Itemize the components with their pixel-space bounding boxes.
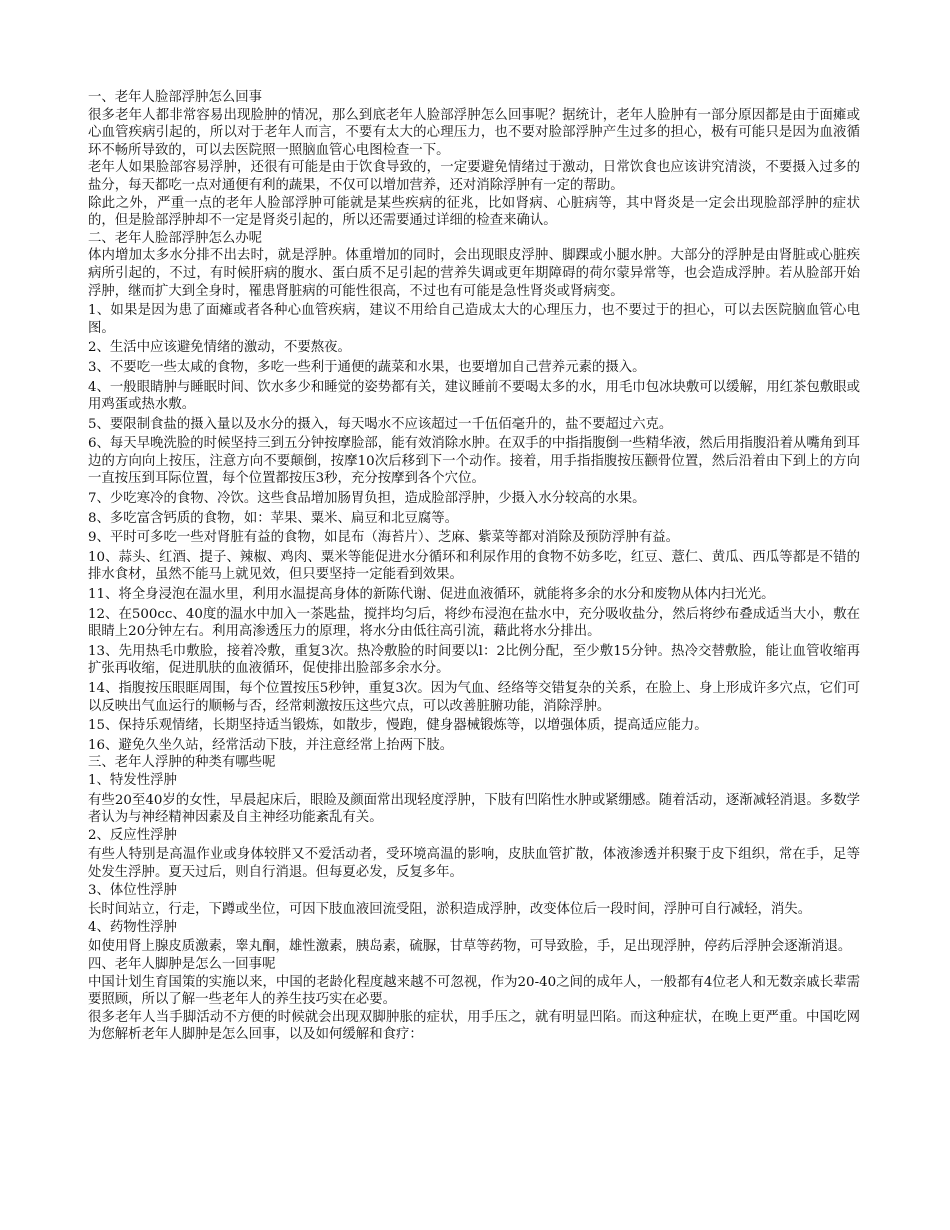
section-heading: 1、特发性浮肿 (88, 772, 177, 788)
list-item: 3、不要吃一些太咸的食物，多吃一些利于通便的蔬菜和水果，也要增加自己营养元素的摄入。 (88, 359, 646, 375)
list-item: 13、先用热毛巾敷脸，接着冷敷，重复3次。热冷敷脸的时间要以l：2比例分配，至少敷15分钟。热冷交替敷脸，能让血管收缩再扩张再收缩，促进肌肤的血液循环，促使排出脸部多余水分。 (88, 643, 860, 677)
body-paragraph: 很多老年人都非常容易出现脸肿的情况，那么到底老年人脸部浮肿怎么回事呢？据统计，老年人脸肿有一部分原因都是由于面瘫或心血管疾病引起的，所以对于老年人而言，不要有太大的心理压力，也不要对脸部浮肿产生过多的担心，极有可能只是因为血液循环不畅所导致的，可以去医院照一照脑血管心电图检查一下。 (88, 107, 860, 158)
section-heading: 四、老年人脚肿是怎么一回事呢 (88, 956, 276, 972)
list-item: 有些20至40岁的女性，早晨起床后，眼睑及颜面常出现轻度浮肿，下肢有凹陷性水肿或紧绷感。随着活动，逐渐减轻消退。多数学者认为与神经精神因素及自主神经功能紊乱有关。 (88, 792, 860, 826)
list-item: 16、避免久坐久站，经常活动下肢，并注意经常上抬两下肢。 (88, 737, 454, 753)
list-item: 4、一般眼睛肿与睡眠时间、饮水多少和睡觉的姿势都有关，建议睡前不要喝太多的水，用毛巾包冰块敷可以缓解，用红茶包敷眼或用鸡蛋或热水敷。 (88, 379, 860, 413)
document-page (88, 89, 860, 1044)
body-paragraph: 中国计划生育国策的实施以来，中国的老龄化程度越来越不可忽视，作为20-40之间的成年人，一般都有4位老人和无数亲戚长辈需要照顾，所以了解一些老年人的养生技巧实在必要。 (88, 974, 860, 1008)
section-heading: 三、老年人浮肿的种类有哪些呢 (88, 755, 276, 771)
body-paragraph: 体内增加太多水分排不出去时，就是浮肿。体重增加的同时，会出现眼皮浮肿、脚踝或小腿水肿。大部分的浮肿是由肾脏或心脏疾病所引起的，不过，有时候肝病的腹水、蛋白质不足引起的营养失调或更年期障碍的荷尔蒙异常等，也会造成浮肿。若从脸部开始浮肿，继而扩大到全身时，罹患肾脏病的可能性很高，不过也有可能是急性肾炎或肾病变。 (88, 248, 860, 299)
section-heading: 一、老年人脸部浮肿怎么回事 (88, 90, 263, 105)
list-item: 10、蒜头、红酒、提子、辣椒、鸡肉、粟米等能促进水分循环和利尿作用的食物不妨多吃，红豆、薏仁、黄瓜、西瓜等都是不错的排水食材，虽然不能马上就见效，但只要坚持一定能看到效果。 (88, 549, 860, 583)
list-item: 15、保持乐观情绪，长期坚持适当锻炼，如散步，慢跑，健身器械锻炼等，以增强体质，提高适应能力。 (88, 718, 708, 734)
list-item: 7、少吃寒冷的食物、冷饮。这些食品增加肠胃负担，造成脸部浮肿，少摄入水分较高的水果。 (88, 491, 646, 507)
list-item: 2、生活中应该避免情绪的激动，不要熬夜。 (88, 340, 351, 356)
list-item: 8、多吃富含钙质的食物，如：苹果、粟米、扁豆和北豆腐等。 (88, 510, 459, 526)
body-paragraph: 除此之外，严重一点的老年人脸部浮肿可能就是某些疾病的征兆，比如肾病、心脏病等，其中肾炎是一定会出现脸部浮肿的症状的，但是脸部浮肿却不一定是肾炎引起的，所以还需要通过详细的检查来确认。 (88, 195, 860, 229)
list-item: 有些人特别是高温作业或身体较胖又不爱活动者，受环境高温的影响，皮肤血管扩散，体液渗透并积聚于皮下组织，常在手，足等处发生浮肿。夏天过后，则自行消退。但每夏必发，反复多年。 (88, 847, 860, 880)
section-heading: 二、老年人脸部浮肿怎么办呢 (88, 230, 263, 246)
list-item: 14、指腹按压眼眶周围，每个位置按压5秒钟，重复3次。因为气血、经络等交错复杂的关系，在脸上、身上形成许多穴点，它们可以反映出气血运行的顺畅与否，经常刺激按压这些穴点，可以改善脏腑功能，消除浮肿。 (88, 681, 860, 714)
list-item: 6、每天早晚洗脸的时候坚持三到五分钟按摩脸部，能有效消除水肿。在双手的中指指腹倒一些精华液，然后用指腹沿着从嘴角到耳边的方向向上按压，注意方向不要颠倒，按摩10次后移到下一个动作。接着，用手指指腹按压颧骨位置，然后沿着由下到上的方向一直按压到耳际位置，每个位置都按压3秒，充分按摩到各个穴位。 (88, 436, 860, 487)
list-item: 5、要限制食盐的摄入量以及水分的摄入，每天喝水不应该超过一千伍佰毫升的，盐不要超过六克。 (88, 416, 673, 432)
list-item: 11、将全身浸泡在温水里，利用水温提高身体的新陈代谢、促进血液循环，就能将多余的水分和废物从体内扫光光。 (88, 587, 775, 603)
body-paragraph: 老年人如果脸部容易浮肿，还很有可能是由于饮食导致的，一定要避免情绪过于激动，日常饮食也应该讲究清淡，不要摄入过多的盐分，每天都吃一点对通便有利的蔬果，不仅可以增加营养，还对消除浮肿有一定的帮助。 (88, 160, 860, 193)
list-item: 长时间站立，行走，下蹲或坐位，可因下肢血液回流受阻，淤积造成浮肿，改变体位后一段时间，浮肿可自行减轻，消失。 (88, 902, 812, 918)
list-item: 如使用肾上腺皮质激素，睾丸酮，雄性激素，胰岛素，硫脲，甘草等药物，可导致脸，手，足出现浮肿，停药后浮肿会逐渐消退。 (88, 939, 852, 955)
list-item: 9、平时可多吃一些对肾脏有益的食物，如昆布（海苔片）、芝麻、紫菜等都对消除及预防浮肿有益。 (88, 530, 680, 546)
list-item: 1、如果是因为患了面瘫或者各种心血管疾病，建议不用给自己造成太大的心理压力，也不要过于的担心，可以去医院脑血管心电图。 (88, 303, 860, 336)
section-heading: 2、反应性浮肿 (88, 827, 177, 843)
section-heading: 4、药物性浮肿 (88, 919, 177, 935)
section-heading: 3、体位性浮肿 (88, 882, 177, 898)
body-paragraph: 很多老年人当手脚活动不方便的时候就会出现双脚肿胀的症状，用手压之，就有明显凹陷。而这种症状，在晚上更严重。中国吃网为您解析老年人脚肿是怎么回事，以及如何缓解和食疗： (88, 1009, 860, 1043)
list-item: 12、在500cc、40度的温水中加入一茶匙盐，搅拌均匀后，将纱布浸泡在盐水中，充分吸收盐分，然后将纱布叠成适当大小，敷在眼睛上20分钟左右。利用高渗透压力的原理，将水分由低往高引流，藉此将水分排出。 (88, 606, 860, 640)
